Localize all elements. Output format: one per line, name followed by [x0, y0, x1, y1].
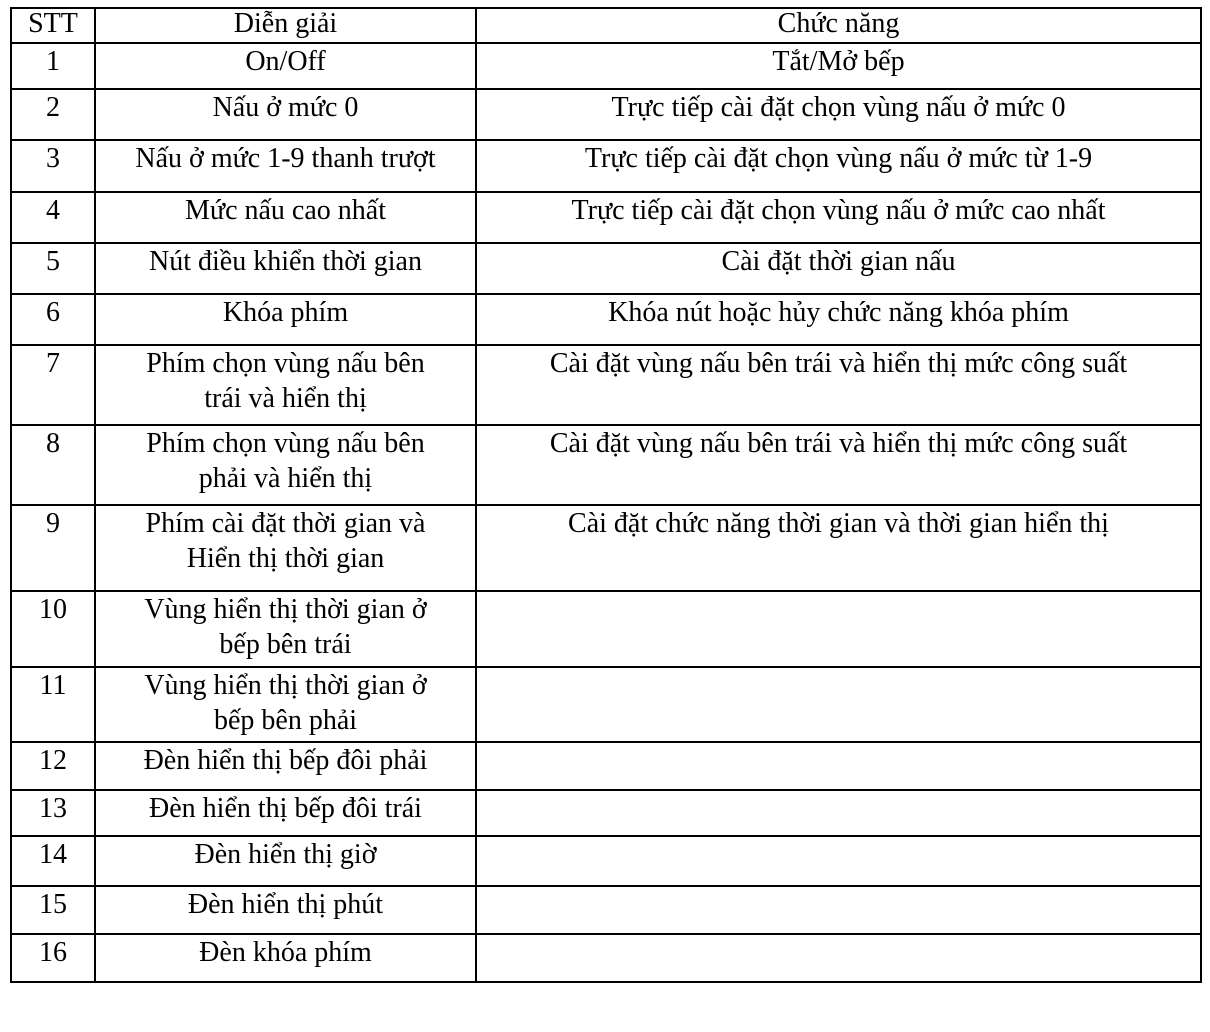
cell-function: Cài đặt vùng nấu bên trái và hiển thị mức công suất — [476, 345, 1201, 425]
table-row — [11, 345, 1201, 425]
cell-function — [476, 742, 1201, 790]
cell-function — [476, 836, 1201, 886]
cell-stt: 15 — [11, 886, 95, 934]
description-line: Vùng hiển thị thời gian ở — [144, 670, 427, 701]
cell-function — [476, 790, 1201, 836]
cell-stt: 3 — [11, 140, 95, 192]
cell-stt: 1 — [11, 43, 95, 89]
table-row — [11, 886, 1201, 934]
cell-function: Tắt/Mở bếp — [476, 43, 1201, 89]
description-line: Phím chọn vùng nấu bên — [146, 428, 425, 459]
cell-function: Trực tiếp cài đặt chọn vùng nấu ở mức từ 1-9 — [476, 140, 1201, 192]
description-line: Phím chọn vùng nấu bên — [146, 348, 425, 379]
cell-description — [95, 345, 476, 425]
description-line: Vùng hiển thị thời gian ở — [144, 594, 427, 625]
cell-function: Cài đặt chức năng thời gian và thời gian hiển thị — [476, 505, 1201, 591]
table-body — [11, 43, 1201, 982]
description-line: Hiển thị thời gian — [186, 543, 385, 574]
table-row — [11, 934, 1201, 982]
cell-stt: 5 — [11, 243, 95, 294]
table-row — [11, 667, 1201, 742]
cell-stt: 2 — [11, 89, 95, 140]
header-stt: STT — [11, 8, 95, 43]
table-row — [11, 836, 1201, 886]
cell-description — [95, 790, 476, 836]
table-row — [11, 140, 1201, 192]
cell-stt: 12 — [11, 742, 95, 790]
cell-description — [95, 89, 476, 140]
description-line: Đèn hiển thị giờ — [194, 839, 377, 870]
description-line: On/Off — [245, 46, 326, 77]
table-row — [11, 505, 1201, 591]
cell-function: Trực tiếp cài đặt chọn vùng nấu ở mức cao nhất — [476, 192, 1201, 243]
cell-stt: 10 — [11, 591, 95, 667]
function-table — [10, 7, 1202, 983]
table-row — [11, 43, 1201, 89]
description-line: Mức nấu cao nhất — [185, 195, 386, 226]
description-line: Đèn hiển thị bếp đôi trái — [149, 793, 422, 824]
cell-description — [95, 667, 476, 742]
cell-description — [95, 505, 476, 591]
cell-description — [95, 836, 476, 886]
description-line: Nấu ở mức 0 — [212, 92, 359, 123]
cell-description — [95, 886, 476, 934]
cell-function — [476, 591, 1201, 667]
header-description: Diễn giải — [95, 8, 476, 43]
cell-function: Cài đặt thời gian nấu — [476, 243, 1201, 294]
description-line: trái và hiển thị — [204, 383, 367, 414]
description-line: bếp bên phải — [213, 705, 358, 736]
table-row — [11, 243, 1201, 294]
cell-function — [476, 886, 1201, 934]
description-line: Đèn hiển thị bếp đôi phải — [143, 745, 428, 776]
cell-function — [476, 667, 1201, 742]
table-row — [11, 294, 1201, 345]
description-line: bếp bên trái — [219, 629, 352, 660]
table-header-row — [11, 8, 1201, 43]
cell-function: Cài đặt vùng nấu bên trái và hiển thị mức công suất — [476, 425, 1201, 505]
description-line: Nút điều khiển thời gian — [149, 246, 422, 277]
table-row — [11, 790, 1201, 836]
description-line: Đèn hiển thị phút — [187, 889, 384, 920]
description-line: phải và hiển thị — [198, 463, 373, 494]
cell-description — [95, 140, 476, 192]
header-function: Chức năng — [476, 8, 1201, 43]
cell-description — [95, 591, 476, 667]
cell-stt: 11 — [11, 667, 95, 742]
cell-stt: 13 — [11, 790, 95, 836]
cell-stt: 16 — [11, 934, 95, 982]
cell-stt: 8 — [11, 425, 95, 505]
cell-description — [95, 243, 476, 294]
description-line: Đèn khóa phím — [199, 937, 372, 968]
table-row — [11, 89, 1201, 140]
cell-stt: 14 — [11, 836, 95, 886]
cell-description — [95, 742, 476, 790]
description-line: Nấu ở mức 1-9 thanh trượt — [135, 143, 436, 174]
description-line: Khóa phím — [222, 297, 349, 328]
cell-stt: 9 — [11, 505, 95, 591]
cell-stt: 6 — [11, 294, 95, 345]
table-row — [11, 742, 1201, 790]
cell-stt: 4 — [11, 192, 95, 243]
cell-function: Trực tiếp cài đặt chọn vùng nấu ở mức 0 — [476, 89, 1201, 140]
cell-description — [95, 192, 476, 243]
description-line: Phím cài đặt thời gian và — [145, 508, 426, 539]
cell-description — [95, 43, 476, 89]
cell-function — [476, 934, 1201, 982]
cell-function: Khóa nút hoặc hủy chức năng khóa phím — [476, 294, 1201, 345]
cell-description — [95, 934, 476, 982]
table-row — [11, 591, 1201, 667]
cell-description — [95, 294, 476, 345]
table-row — [11, 192, 1201, 243]
table-row — [11, 425, 1201, 505]
cell-description — [95, 425, 476, 505]
cell-stt: 7 — [11, 345, 95, 425]
